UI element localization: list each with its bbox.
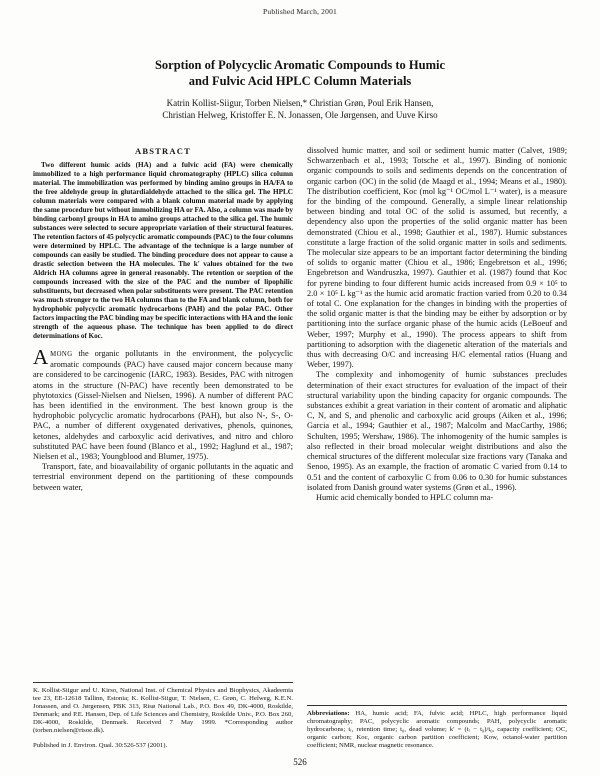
authors-line1: Katrin Kollist-Siigur, Torben Nielsen,* Christian Grøn, Poul Erik Hansen, (166, 98, 434, 108)
abstract-heading: ABSTRACT (135, 146, 191, 156)
right-column (307, 146, 567, 750)
affiliation-footnote (33, 682, 293, 750)
abbreviations-text: HA, humic acid; FA, fulvic acid; HPLC, high performance liquid chromatography; PAC, polycyclic aromatic compounds; PAH, polycyclic aromatic hydrocarbons; tᵣ, retention time; t₀, dead volume; k′ = (tᵣ − t₀)/t₀, capacity coefficient; OC, organic carbon; Koc, organic carbon partition coefficient; Kow, octanol-water partition coefficient; NMR, nuclear magnetic resonance. (307, 710, 567, 749)
affiliation-footnote-text: K. Kollist-Siigur and U. Kirso, National Inst. of Chemical Physics and Biophysics, Akadeemia tee 23, EE-12618 Tallinn, Estonia; K. Kollist-Siigur, T. Nielsen, C. Grøn, C. Helweg, K.E.N. Jonassen, and O. Jørgensen, PBK 313, Risø National Lab., P.O. Box 49, DK-4000, Roskilde, Denmark; and P.E. Hansen, Dep. of Life Sciences and Chemistry, Roskilde Univ., P.O. Box 260, DK-4000, Roskilde, Denmark. Received 7 May 1999. *Corresponding author (torben.nielsen@risoe.dk). (33, 687, 293, 734)
article-title-line1: Sorption of Polycyclic Aromatic Compounds to Humic (154, 58, 446, 72)
abstract-text: Two different humic acids (HA) and a fulvic acid (FA) were chemically immobilized to a high performance liquid chromatography (HPLC) silica column material. The immobilization was performed by binding amino groups in HA/FA to the free aldehyde group in glutardialdehyde attached to the silica gel. The HPLC column materials were compared with a blank column material made by applying the same procedure but without immobilizing HA or FA. Also, a column was made by binding carbonyl groups in HA to amino groups attached to the silica gel. The humic substances were selected to secure appropriate variation of their structural features. The retention factors of 45 polycyclic aromatic compounds (PAC) to the four columns were determined by HPLC. The advantage of the technique is a large number of compounds can easily be studied. The binding procedure does not appear to cause a drastic selection between the HA molecules. The k′ values obtained for the two Aldrich HA columns agree in general reasonably. The retention or sorption of the compounds increased with the size of the PAC and the number of lipophilic substituents, but decreased when polar substituents were present. The PAC retention was much stronger to the two HA columns than to the FA and blank column, both for hydrophobic polycyclic aromatic hydrocarbons (PAH) and the polar PAC. Other factors impacting the PAC binding may be specific interactions with HA and the ionic strength of the aqueous phase. The technique has been applied to do direct determinations of Koc. (33, 161, 293, 340)
body-paragraph-2: Transport, fate, and bioavailability of organic pollutants in the aquatic and terrestrial environment depend on the partitioning of these compounds between water, (33, 462, 293, 492)
authors-line2: Christian Helweg, Kristoffer E. N. Jonassen, Ole Jørgensen, and Uuve Kirso (162, 109, 438, 120)
body-paragraph-1 (33, 345, 293, 462)
page-number: 526 (293, 757, 307, 767)
abbreviations-label: Abbreviations: (307, 710, 350, 717)
article-header (0, 0, 600, 121)
left-column (33, 146, 293, 750)
body-paragraph-3: dissolved humic matter, and soil or sediment humic matter (Calvet, 1989; Schwarzenbach et al., 1993; Totsche et al., 1997). Binding of nonionic organic compounds to soils and sediments depends on the concentration of organic carbon (OC) in the solid (de Maagd et al., 1994; Means et al., 1980). The distribution coefficient, Koc (mol kg⁻¹ OC/mol L⁻¹ water), is a measure for the binding of the compound. Generally, a simple linear relationship between binding and total OC of the solid is assumed, but recently, a dependency also upon the properties of the solid organic matter has been demonstrated (Chiou et al., 1998; Gauthier et al., 1987). Humic substances constitute a large fraction of the solid organic matter in soils and sediments. The molecular size appears to be an important factor determining the binding of solids to organic matter (Chiou et al., 1986; Engebretson et al., 1996; Engebretson and Wandruszka, 1997). Gauthier et al. (1987) found that Koc for pyrene binding to four different humic acids increased from 0.9 × 10⁵ to 2.0 × 10⁵ L kg⁻¹ as the humic acid aromatic fraction varied from 0.20 to 0.34 of total C. One explanation for the changes in binding with the properties of the solid organic matter is that the binding may be either by adsorption or by partitioning into the surface organic phase of the humic acids (LeBoeuf and Weber, 1997; Murphy et al., 1990). The process appears to shift from partitioning to adsorption with the diagenetic alteration of the materials and thus with decreasing O/C and increasing H/C elemental ratios (Huang and Weber, 1997). (307, 146, 567, 370)
article-title-line2: and Fulvic Acid HPLC Column Materials (188, 73, 412, 88)
body-paragraph-5: Humic acid chemically bonded to HPLC column ma- (316, 492, 494, 502)
published-in-footnote: Published in J. Environ. Qual. 30:526-537 (2001). (33, 742, 168, 749)
abbreviations-footnote (307, 705, 567, 750)
authors-block (0, 98, 600, 121)
body-paragraph-1-text: the organic pollutants in the environment, the polycyclic aromatic compounds (PAC) have caused major concern because many are considered to be carcinogenic (IARC, 1983). Besides, PAC with nitrogen atoms in the structure (N-PAC) have recently been demonstrated to be phytotoxics (Gissel-Nielsen and Nielsen, 1996). A number of different PAC has been identified in the environment. The best known group is the hydrophobic polycyclic aromatic hydrocarbons (PAH), but also N-, S-, O-PAC, a number of different oxygenated derivatives, phenols, quinones, ketones, aldehydes and carboxylic acid derivatives, and nitro and chloro substituted PAC have been found (Blanco et al., 1992; Haglund et al., 1987; Nielsen et al., 1983; Youngblood and Blumer, 1975). (33, 349, 293, 462)
body-paragraph-4: The complexity and inhomogenity of humic substances precludes determination of their exact structures for evaluation of the impact of their structural variability upon the binding capacity for organic compounds. The substances exhibit a great variation in their content of aromatic and aliphatic C, N, and S, and phenolic and carboxylic acid groups (Aiken et al., 1996; Garcia et al., 1994; Gauthier et al., 1987; Malcolm and MacCarthy, 1986; Schulten, 1995; Wershaw, 1986). The inhomogenity of the humic samples is also reflected in their broad molecular weight distributions and also the chemical structures of the different molecular size fractions vary (Tanaka and Senoo, 1995). As an example, the fraction of aromatic C varied from 0.14 to 0.51 and the content of carboxylic C from 0.06 to 0.30 for humic substances isolated from Danish ground water systems (Grøn et al., 1996). (307, 370, 567, 492)
lead-word-smallcaps: MONG (50, 351, 73, 358)
article-title (0, 58, 600, 89)
published-date-line: Published March, 2001 (263, 7, 337, 16)
two-column-content (33, 146, 567, 750)
abbreviations-paragraph (307, 710, 567, 750)
dropcap-letter: A (33, 345, 49, 369)
